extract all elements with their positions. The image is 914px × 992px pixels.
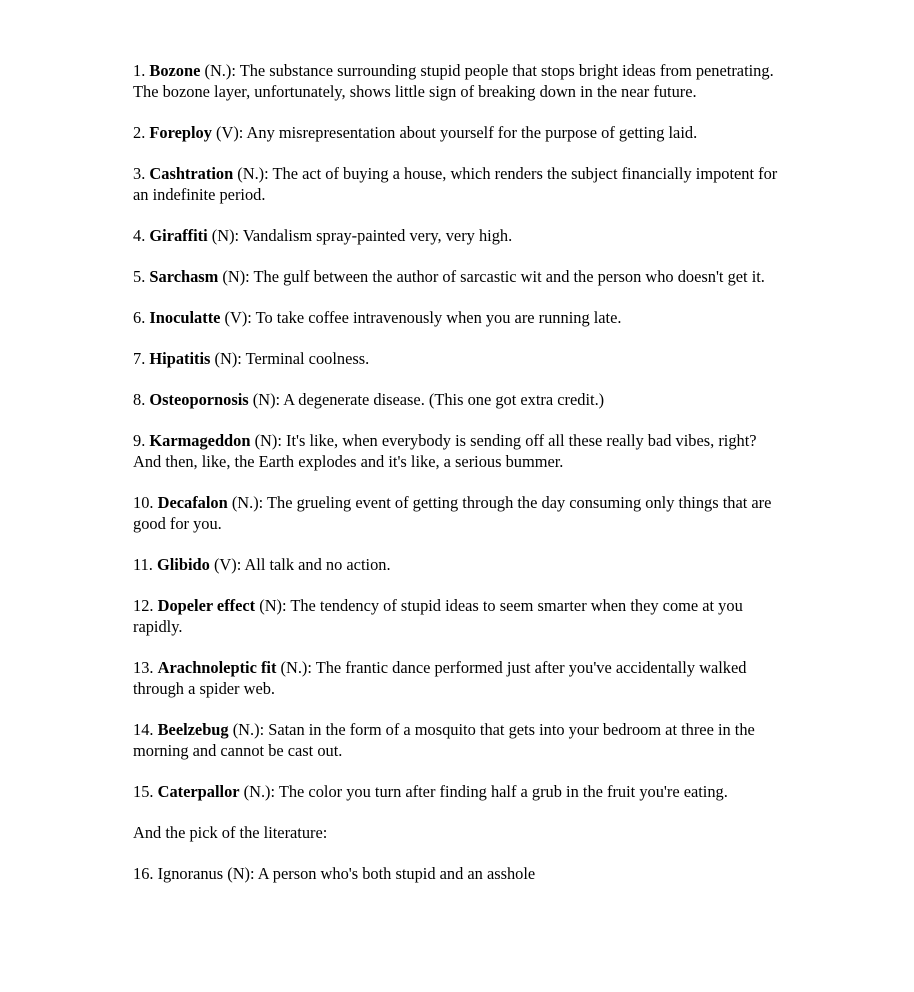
entry-number: 4. (133, 226, 146, 245)
definition-entry-5 (133, 266, 783, 287)
entry-definition: (V): To take coffee intravenously when you are running late. (220, 308, 622, 327)
definition-entry-9 (133, 430, 783, 472)
entry-definition: (N.): The act of buying a house, which renders the subject financially impotent for an indefinite period. (133, 164, 778, 204)
entry-number: 5. (133, 267, 146, 286)
definition-entry-7 (133, 348, 783, 369)
definition-entry-4 (133, 225, 783, 246)
entry-definition: (N): It's like, when everybody is sending off all these really bad vibes, right? And then, like, the Earth explodes and it's like, a serious bummer. (133, 431, 757, 471)
definition-entry-11 (133, 554, 783, 575)
entry-number: 13. (133, 658, 154, 677)
definition-entry-6 (133, 307, 783, 328)
definition-entry-12 (133, 595, 783, 637)
entry-term: Cashtration (149, 164, 234, 183)
entry-term: Glibido (157, 555, 210, 574)
entry-term: Arachnoleptic fit (157, 658, 277, 677)
entry-number: 2. (133, 123, 146, 142)
entry-definition: (V): Any misrepresentation about yourself for the purpose of getting laid. (211, 123, 698, 142)
entry-term: Dopeler effect (157, 596, 256, 615)
entry-number: 8. (133, 390, 146, 409)
entry-term: Sarchasm (149, 267, 219, 286)
entry-definition: (N): A degenerate disease. (This one got extra credit.) (248, 390, 605, 409)
entry-definition: (N): Terminal coolness. (210, 349, 370, 368)
entry-number: 6. (133, 308, 146, 327)
entry-number: 12. (133, 596, 154, 615)
entry-number: 7. (133, 349, 146, 368)
entry-definition: (N.): The color you turn after finding half a grub in the fruit you're eating. (239, 782, 728, 801)
entry-definition: (N.): The substance surrounding stupid people that stops bright ideas from penetrating. The bozone layer, unfortunately, shows little sign of breaking down in the near future. (133, 61, 774, 101)
definition-entry-2 (133, 122, 783, 143)
entry-definition: (V): All talk and no action. (209, 555, 391, 574)
definition-entry-8 (133, 389, 783, 410)
entry-term: Decafalon (157, 493, 228, 512)
entry-definition: (N.): Satan in the form of a mosquito that gets into your bedroom at three in the morning and cannot be cast out. (133, 720, 755, 760)
entry-term: Bozone (149, 61, 201, 80)
entry-number: 10. (133, 493, 154, 512)
definition-entry-3 (133, 163, 783, 205)
entry-definition: (N.): The grueling event of getting through the day consuming only things that are good for you. (133, 493, 772, 533)
entry-number: 1. (133, 61, 146, 80)
entry-definition: (N): The gulf between the author of sarcastic wit and the person who doesn't get it. (218, 267, 765, 286)
definition-entry-13 (133, 657, 783, 699)
entry-number: 14. (133, 720, 154, 739)
definition-entry-10 (133, 492, 783, 534)
entry-number: 11. (133, 555, 153, 574)
entry-term: Karmageddon (149, 431, 251, 450)
entry-number: 15. (133, 782, 154, 801)
document-page (133, 60, 783, 904)
entry-term: Osteopornosis (149, 390, 249, 409)
entry-definition: (N): The tendency of stupid ideas to seem smarter when they come at you rapidly. (133, 596, 743, 636)
entry-term: Caterpallor (157, 782, 240, 801)
entry-number: 3. (133, 164, 146, 183)
closing-line: And the pick of the literature: (133, 823, 328, 842)
definition-entry-15 (133, 781, 783, 802)
entry-term: Beelzebug (157, 720, 229, 739)
definition-entry-1 (133, 60, 783, 102)
entry-term: Inoculatte (149, 308, 221, 327)
entry-term: Foreploy (149, 123, 212, 142)
final-entry: 16. Ignoranus (N): A person who's both stupid and an asshole (133, 864, 536, 883)
entry-number: 9. (133, 431, 146, 450)
entry-term: Giraffiti (149, 226, 208, 245)
entry-term: Hipatitis (149, 349, 211, 368)
entry-definition: (N): Vandalism spray-painted very, very high. (207, 226, 513, 245)
definition-entry-14 (133, 719, 783, 761)
entry-definition: (N.): The frantic dance performed just after you've accidentally walked through a spider web. (133, 658, 747, 698)
